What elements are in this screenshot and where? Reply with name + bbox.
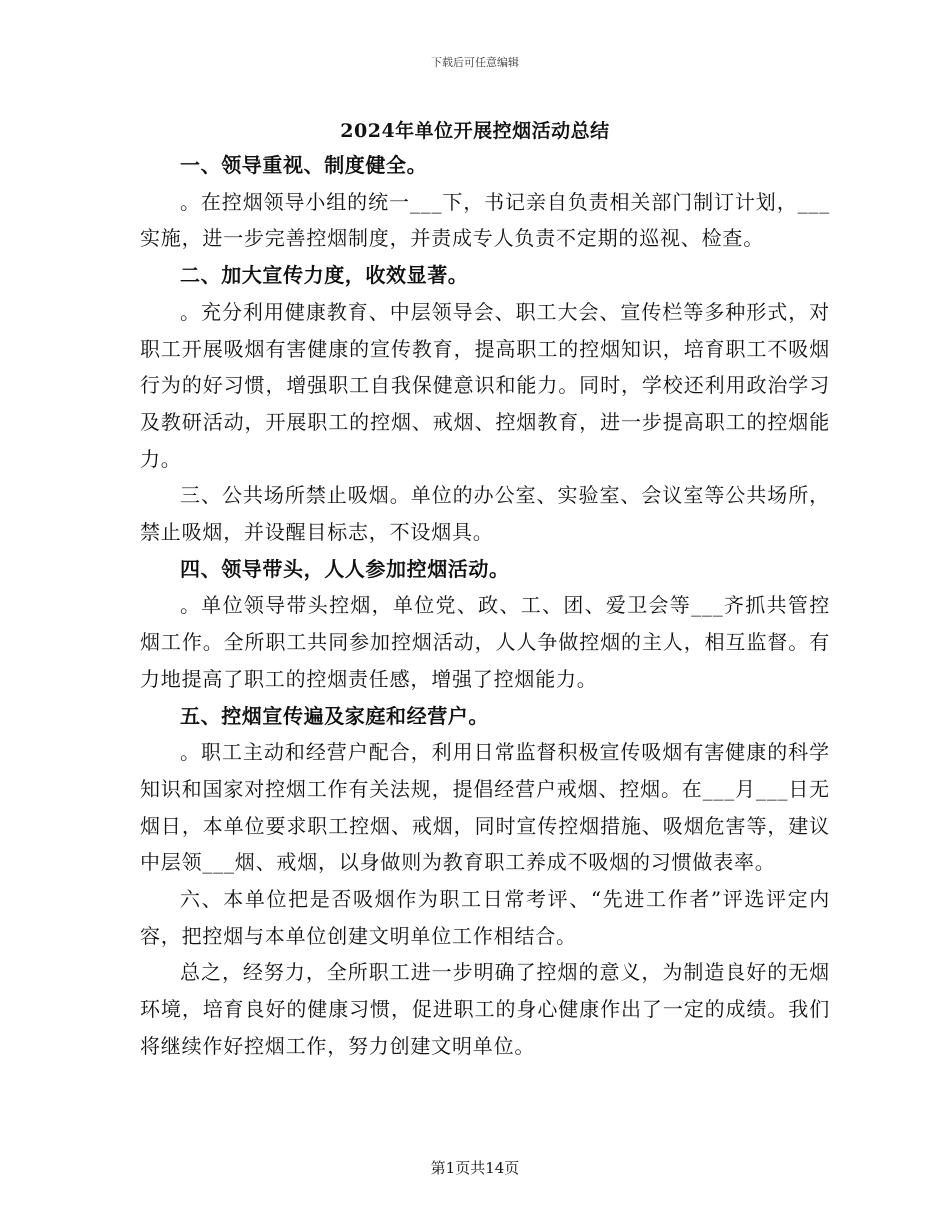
document-body bbox=[140, 147, 830, 1065]
document-title: 2024年单位开展控烟活动总结 bbox=[340, 120, 610, 142]
paragraph-7: 总之，经努力，全所职工进一步明确了控烟的意义，为制造良好的无烟环境，培育良好的健康习惯，促进职工的身心健康作出了一定的成绩。我们将继续作好控烟工作，努力创建文明单位。 bbox=[140, 960, 830, 1058]
section-heading-5: 五、控烟宣传遍及家庭和经营户。 bbox=[180, 703, 489, 728]
header-note: 下载后可任意编辑 bbox=[431, 56, 519, 69]
paragraph-4: 。单位领导带头控烟，单位党、政、工、团、爱卫会等___齐抓共管控烟工作。全所职工共同参加控烟活动，人人争做控烟的主人，相互监督。有力地提高了职工的控烟责任感，增强了控烟能力。 bbox=[140, 593, 830, 691]
section-heading-1: 一、领导重视、制度健全。 bbox=[180, 153, 428, 177]
paragraph-1: 。在控烟领导小组的统一___下，书记亲自负责相关部门制订计划，___实施，进一步完善控烟制度，并责成专人负责不定期的巡视、检查。 bbox=[140, 189, 830, 251]
paragraph-3: 三、公共场所禁止吸烟。单位的办公室、实验室、会议室等公共场所，禁止吸烟，并设醒目标志，不设烟具。 bbox=[140, 483, 830, 545]
paragraph-5: 。职工主动和经营户配合，利用日常监督积极宣传吸烟有害健康的科学知识和国家对控烟工作有关法规，提倡经营户戒烟、控烟。在___月___日无烟日，本单位要求职工控烟、戒烟，同时宣传控烟措施、吸烟危害等，建议中层领___烟、戒烟，以身做则为教育职工养成不吸烟的习惯做表率。 bbox=[140, 740, 830, 875]
paragraph-6: 六、本单位把是否吸烟作为职工日常考评、“先进工作者”评选评定内容，把控烟与本单位创建文明单位工作相结合。 bbox=[140, 887, 830, 948]
page-number-footer: 第1页共14页 bbox=[430, 1159, 520, 1177]
section-heading-2: 二、加大宣传力度，收效显著。 bbox=[180, 263, 469, 288]
paragraph-2: 。充分利用健康教育、中层领导会、职工大会、宣传栏等多种形式，对职工开展吸烟有害健康的宣传教育，提高职工的控烟知识，培育职工不吸烟行为的好习惯，增强职工自我保健意识和能力。同时，学校还利用政治学习及教研活动，开展职工的控烟、戒烟、控烟教育，进一步提高职工的控烟能力。 bbox=[140, 299, 830, 471]
section-heading-4: 四、领导带头，人人参加控烟活动。 bbox=[180, 556, 510, 581]
